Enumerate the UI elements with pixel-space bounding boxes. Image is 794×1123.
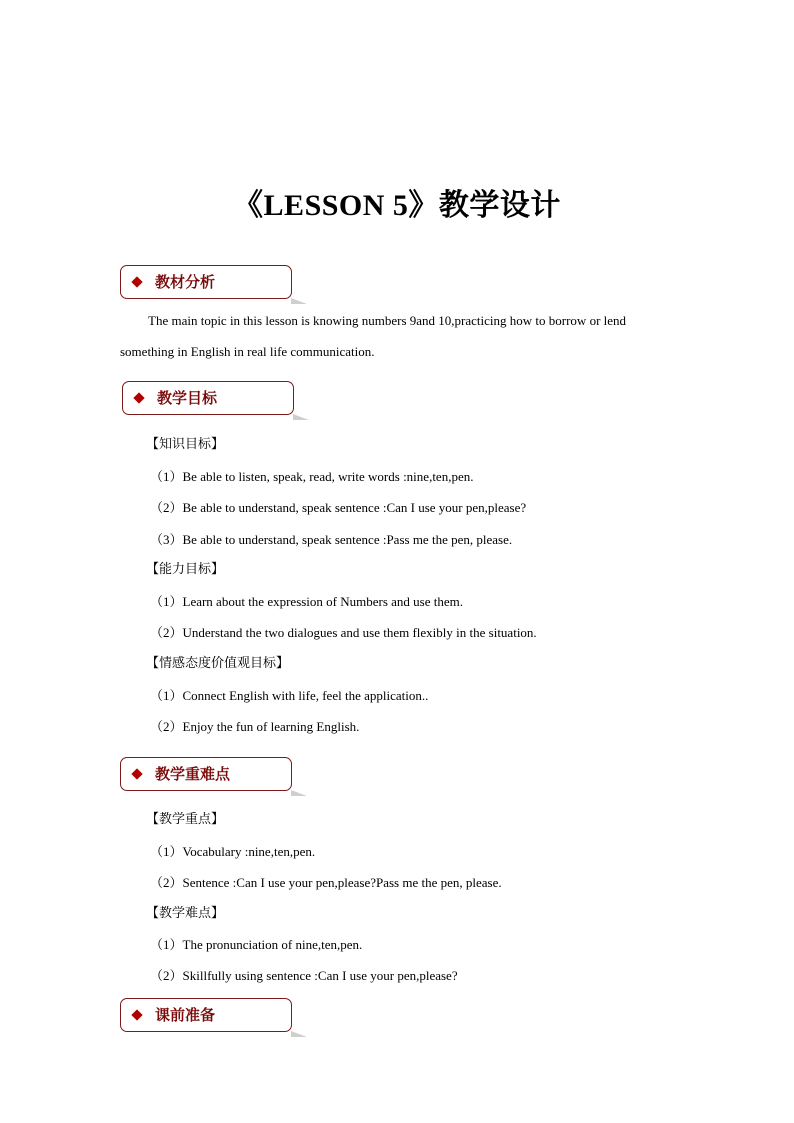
header-shadow-tail [293,414,309,420]
diamond-bullet-icon [133,392,144,403]
section-header-preparation [120,998,292,1032]
ability-heading: 【能力目标】 [146,562,225,577]
analysis-line-2: something in English in real life communication. [120,344,375,359]
diamond-bullet-icon [131,276,142,287]
keypoint-item: （1）Vocabulary :nine,ten,pen. [150,844,316,859]
section-label: 课前准备 [155,1006,216,1024]
objective-item: （1）Connect English with life, feel the application.. [150,688,429,703]
objective-item: （2）Understand the two dialogues and use them flexibly in the situation. [150,625,537,640]
section-label: 教学目标 [157,389,218,407]
difficulty-heading: 【教学难点】 [146,906,225,921]
header-shadow-tail [291,790,307,796]
emotion-heading: 【情感态度价值观目标】 [146,656,290,671]
analysis-line-1: The main topic in this lesson is knowing numbers 9and 10,practicing how to borrow or lend [148,313,627,328]
section-header-analysis [120,265,292,299]
diamond-bullet-icon [131,1009,142,1020]
section-label: 教学重难点 [155,765,231,783]
objective-item: （2）Be able to understand, speak sentence :Can I use your pen,please? [150,500,527,515]
section-label: 教材分析 [155,273,216,291]
page-title: 《LESSON 5》教学设计 [233,189,561,222]
section-header-keypoints [120,757,292,791]
objective-item: （1）Be able to listen, speak, read, write words :nine,ten,pen. [150,469,474,484]
header-shadow-tail [291,298,307,304]
difficulty-item: （2）Skillfully using sentence :Can I use your pen,please? [150,968,458,983]
key-heading: 【教学重点】 [146,812,225,827]
difficulty-item: （1）The pronunciation of nine,ten,pen. [150,937,363,952]
objective-item: （2）Enjoy the fun of learning English. [150,719,360,734]
diamond-bullet-icon [131,768,142,779]
header-shadow-tail [291,1031,307,1037]
objective-item: （3）Be able to understand, speak sentence :Pass me the pen, please. [150,532,513,547]
section-header-objectives [122,381,294,415]
keypoint-item: （2）Sentence :Can I use your pen,please?Pass me the pen, please. [150,875,502,890]
objective-item: （1）Learn about the expression of Numbers and use them. [150,594,464,609]
knowledge-heading: 【知识目标】 [146,437,225,452]
